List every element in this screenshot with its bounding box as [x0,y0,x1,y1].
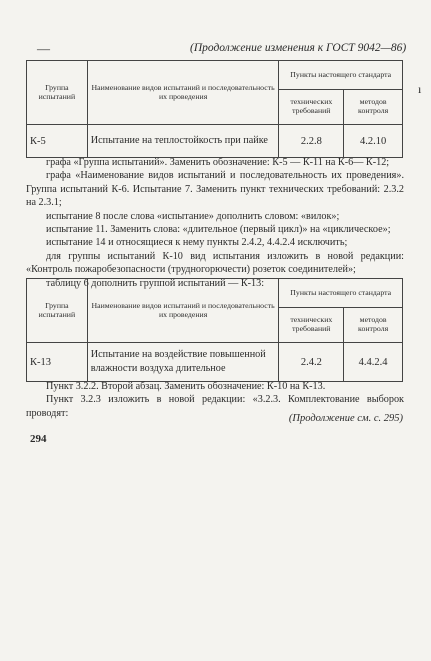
text-block-1 [26,156,404,290]
paragraph: для группы испытаний К-10 вид испытания изложить в новой редакции: «Контроль пожаробезопасности (трудногорючести) розеток соединителей»; [26,250,404,276]
paragraph: испытание 8 после слова «испытание» дополнить словом: «вилок»; [46,210,340,222]
table-row [27,343,403,382]
tests-table-2 [26,278,403,382]
paragraph: испытание 11. Заменить слова: «длительное (первый цикл)» на «циклическое»; [46,224,391,236]
col-header-tech: технических требований [279,308,344,343]
col-header-name: Наименование видов испытаний и последовательность их проведения [87,61,279,125]
cell-name: Испытание на воздействие повышенной влажности воздуха длительное [87,343,279,382]
cell-methods: 4.4.2.4 [344,343,403,382]
table-row [27,125,403,158]
cell-name: Испытание на теплостойкость при пайке [87,125,279,158]
continuation-note: (Продолжение см. с. 295) [288,413,403,424]
col-header-points: Пункты настоящего стандарта [279,279,403,308]
header-dash: — [37,41,50,56]
col-header-tech: технических требований [279,90,344,125]
paragraph: Пункт 3.2.3 изложить в новой редакции: «3.2.3. Комплектование выборок проводят: [26,394,404,419]
page-number: 294 [30,433,47,445]
col-header-points: Пункты настоящего стандарта [279,61,403,90]
cell-tech: 2.2.8 [279,125,344,158]
col-header-group: Группа испытаний [27,61,88,125]
cell-group: К-13 [27,343,88,382]
paragraph: испытание 14 и относящиеся к нему пункты 2.4.2, 4.4.2.4 исключить; [46,237,348,249]
cell-tech: 2.4.2 [279,343,344,382]
paragraph: Пункт 3.2.2. Второй абзац. Заменить обозначение: К-10 на К-13. [46,381,326,392]
page-header: (Продолжение изменения к ГОСТ 9042—86) [190,42,407,54]
tests-table-1 [26,60,403,158]
col-header-methods: методов контроля [344,308,403,343]
col-header-group: Группа испытаний [27,279,88,343]
paragraph: графа «Группа испытаний». Заменить обозначение: К-5 — К-11 на К-6— К-12; [46,157,390,168]
paragraph: таблицу 6 дополнить группой испытаний — К-13: [46,277,265,289]
margin-mark: ı [418,82,422,96]
col-header-methods: методов контроля [344,90,403,125]
col-header-name: Наименование видов испытаний и последовательность их проведения [87,279,279,343]
cell-group: К-5 [27,125,88,158]
paragraph: графа «Наименование видов испытаний и последовательность их проведения». Группа испытаний К-6. Испытание 7. Заменить пункт технических требований: 2.3.2 на 2.3.1; [26,170,404,209]
cell-methods: 4.2.10 [344,125,403,158]
